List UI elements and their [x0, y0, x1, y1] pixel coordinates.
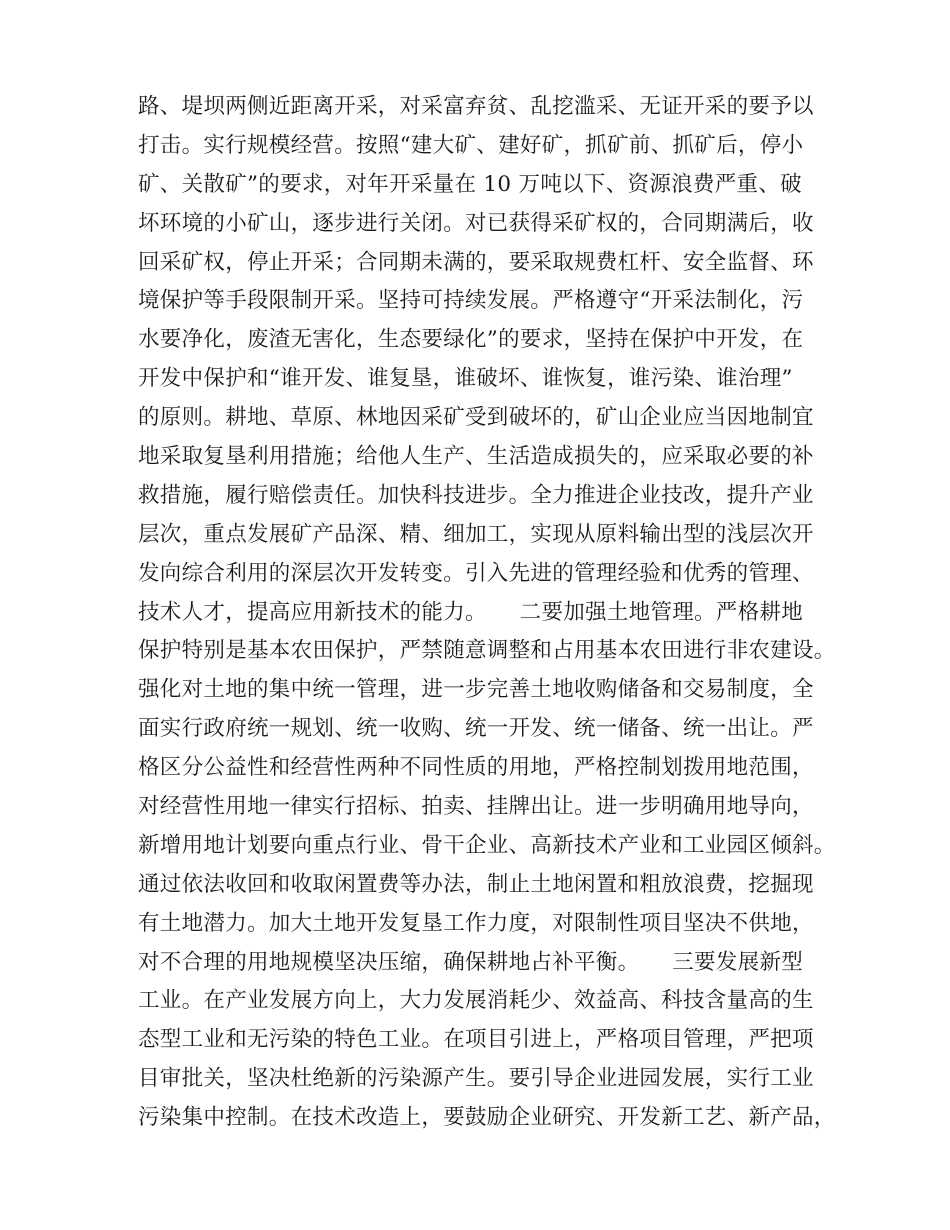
text-line: 地采取复垦利用措施；给他人生产、生活造成损失的，应采取必要的补 — [138, 444, 814, 470]
text-line: 目审批关，坚决杜绝新的污染源产生。要引导企业进园发展，实行工业 — [138, 1066, 814, 1092]
text-line: 保护特别是基本农田保护，严禁随意调整和占用基本农田进行非农建设。 — [138, 638, 836, 664]
text-line: 救措施，履行赔偿责任。加快科技进步。全力推进企业技改，提升产业 — [138, 482, 814, 508]
text-line: 面实行政府统一规划、统一收购、统一开发、统一储备、统一出让。严 — [138, 716, 814, 742]
text-line: 格区分公益性和经营性两种不同性质的用地，严格控制划拨用地范围， — [138, 755, 814, 781]
text-line: 态型工业和无污染的特色工业。在项目引进上，严格项目管理，严把项 — [138, 1027, 814, 1053]
text-line: 水要净化，废渣无害化，生态要绿化”的要求，坚持在保护中开发，在 — [138, 327, 804, 353]
text-line: 的原则。耕地、草原、林地因采矿受到破坏的，矿山企业应当因地制宜 — [138, 405, 814, 431]
text-line: 矿、关散矿”的要求，对年开采量在 10 万吨以下、资源浪费严重、破 — [138, 171, 802, 197]
text-line: 污染集中控制。在技术改造上，要鼓励企业研究、开发新工艺、新产品， — [138, 1105, 836, 1131]
text-line: 对不合理的用地规模坚决压缩，确保耕地占补平衡。 三要发展新型 — [138, 949, 804, 975]
text-line: 层次，重点发展矿产品深、精、细加工，实现从原料输出型的浅层次开 — [138, 521, 814, 547]
text-line: 开发中保护和“谁开发、谁复垦，谁破坏、谁恢复，谁污染、谁治理” — [138, 366, 793, 392]
text-line: 通过依法收回和收取闲置费等办法，制止土地闲置和粗放浪费，挖掘现 — [138, 871, 814, 897]
text-line: 强化对土地的集中统一管理，进一步完善土地收购储备和交易制度，全 — [138, 677, 814, 703]
text-line: 技术人才，提高应用新技术的能力。 二要加强土地管理。严格耕地 — [138, 599, 804, 625]
text-line: 有土地潜力。加大土地开发复垦工作力度，对限制性项目坚决不供地， — [138, 910, 814, 936]
body-text — [138, 88, 836, 1138]
text-line: 回采矿权，停止开采；合同期未满的，要采取规费杠杆、安全监督、环 — [138, 249, 814, 275]
text-line: 境保护等手段限制开采。坚持可持续发展。严格遵守“开采法制化，污 — [138, 288, 804, 314]
text-line: 坏环境的小矿山，逐步进行关闭。对已获得采矿权的，合同期满后，收 — [138, 210, 814, 236]
text-line: 路、堤坝两侧近距离开采，对采富弃贫、乱挖滥采、无证开采的要予以 — [138, 94, 814, 119]
text-line: 工业。在产业发展方向上，大力发展消耗少、效益高、科技含量高的生 — [138, 988, 814, 1014]
text-line: 打击。实行规模经营。按照“建大矿、建好矿，抓矿前、抓矿后，停小 — [138, 132, 804, 158]
text-line: 对经营性用地一律实行招标、拍卖、挂牌出让。进一步明确用地导向， — [138, 794, 814, 820]
text-line: 新增用地计划要向重点行业、骨干企业、高新技术产业和工业园区倾斜。 — [138, 832, 836, 858]
text-line: 发向综合利用的深层次开发转变。引入先进的管理经验和优秀的管理、 — [138, 560, 814, 586]
